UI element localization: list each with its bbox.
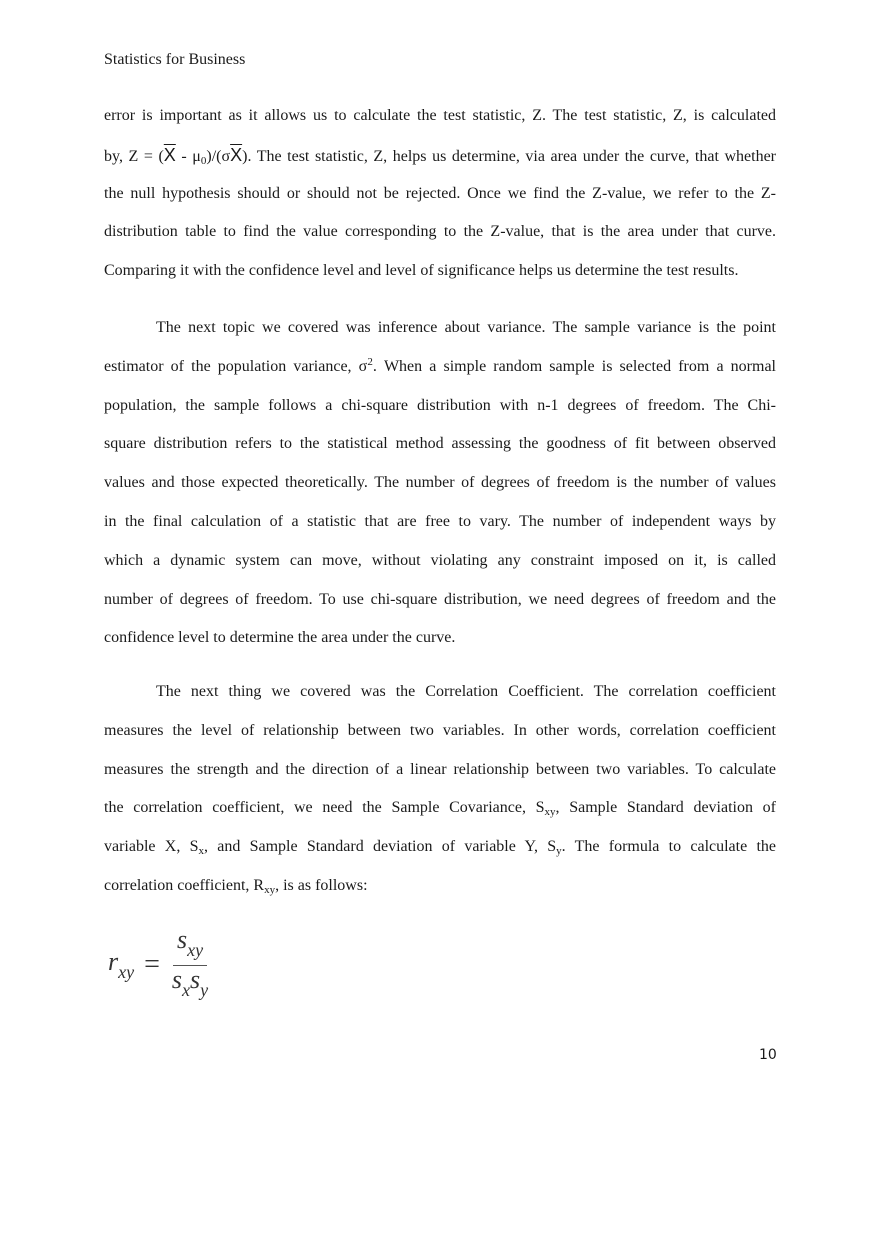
superscript: 2 [367,355,373,368]
text-line: population, the sample follows a chi-square distribution with n-1 degrees of freedom. The Chi- [104,396,776,414]
formula-equals: = [144,949,160,980]
paragraph-z-test [104,97,776,291]
text-line: square distribution refers to the statistical method assessing the goodness of fit between observed [104,435,776,453]
text-line: variable X, $S_x$, and Sample Standard deviation of variable Y, $S_y$. The formula to calculate the [104,838,777,858]
text-line: the correlation coefficient, we need the Sample Covariance, $S_{xy}$, Sample Standard deviation of [104,799,776,819]
text-line: which a dynamic system can move, without violating any constraint imposed on it, is called [104,551,776,569]
text-line: measures the level of relationship between two variables. In other words, correlation coefficient [104,721,776,739]
text-line: distribution table to find the value corresponding to the Z-value, that is the area under that curve. [104,223,776,241]
subscript: 0 [200,154,207,167]
formula-numerator: $s_{xy}$ [173,927,207,966]
paragraph-correlation [104,673,776,906]
text-line: the null hypothesis should or should not be rejected. Once we find the Z-value, we refer to the Z- [104,184,776,202]
subscript: xy [264,883,276,896]
text-line: number of degrees of freedom. To use chi-square distribution, we need degrees of freedom and the [104,590,776,608]
formula-fraction [171,924,209,1004]
x-bar-symbol: $\overline{X}$ [230,144,243,165]
running-header: Statistics for Business [104,51,246,68]
subscript: y [556,845,562,858]
formula-denominator: $s_xs_y$ [171,964,209,1000]
text-line: by, $Z = (\overline{X} - \mu_0)/(\sigma\overline{X})$. The test statistic, Z, helps us determine, via area under the curve, that whether [104,144,777,167]
text-line: estimator of the population variance, $\sigma^2$. When a simple random sample is selected from a normal [104,355,776,375]
text-line: correlation coefficient, $R_{xy}$, is as follows: [104,876,368,896]
text-line: error is important as it allows us to calculate the test statistic, Z. The test statistic, Z, is calculated [104,107,776,124]
correlation-formula [108,924,209,1000]
text-line: measures the strength and the direction of a linear relationship between two variables. To calculate [104,760,776,778]
x-bar-symbol: $\overline{X}$ [163,144,176,165]
text-line: The next topic we covered was inference about variance. The sample variance is the point [156,319,776,336]
subscript: x [198,845,204,858]
page-number: 10 [759,1047,777,1063]
text-line: Comparing it with the confidence level and level of significance helps us determine the test results. [104,262,739,280]
subscript: xy [544,806,556,819]
formula-lhs: $r_{xy}$ [108,947,135,982]
text-line: values and those expected theoretically. The number of degrees of freedom is the number of values [104,474,776,492]
paragraph-variance [104,309,776,658]
text-line: in the final calculation of a statistic that are free to vary. The number of independent ways by [104,512,776,530]
text-line: confidence level to determine the area under the curve. [104,629,456,647]
text-line: The next thing we covered was the Correlation Coefficient. The correlation coefficient [156,683,776,700]
